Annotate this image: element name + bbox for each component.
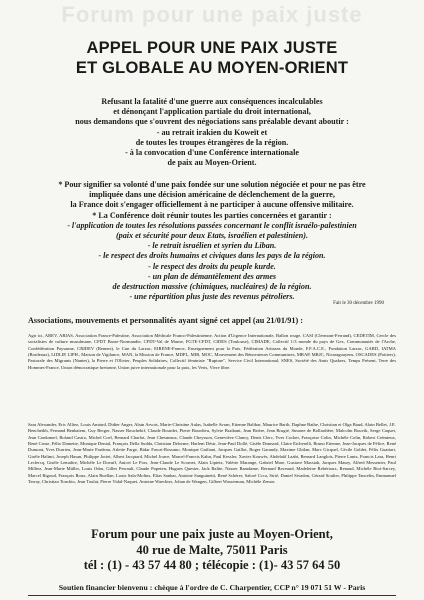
intro-line: Refusant la fatalité d'une guerre aux conséquences incalculables <box>101 97 323 106</box>
contact-block <box>0 527 424 574</box>
signatory-persons: Sara Alexander, Eric Alliez, Louis Amiard, Didier Anger, Alain Arvois, Marie-Christine Aulas, Isabelle Avran, Etienne Balibar, Maurice Barth, Daphne Bathe, Christian et Olga Baud, Alain Bellet, J.E. Bencheikh, Fernand Benhaïem, Guy Berger, Nasser Bouchekif, Claude Bourdet, Pierre Bourdieu, Sylvie Braibant, Jean Brière, Jean Brugié, Simone de Bollardière, Malcolm Bouvik, Serge Caquet, Jean Cardonnel, Roland Castro, Michel Coel, Bernard Charlot, Jean Chesneaux, Claude Cheysson, Geneviève Clancy, Denis Clerc, Yves Cochet, Françoise Colin, Michèle Colin, Robert Crémieux, René Cruse, Félix Damette, Monique Dental, François Della Sudda, Christian Delorme, Harlem Désir, Jean-Paul Dollé, Gisèle Donnard, Claire Etcherelli, Bruno Etienne, Jean-Jacques de Félice, René Dumont, Yves Durrieu, Jean-Marie Fardeau, Arlette Farge, Bidar Fawzi-Rossano, Monique Guiliani, Jacques Gaillot, Roger Garaudy, Maxime Ghilan, Marc Gicquel, Cécile Goldet, Félix Guattari, Gisèle Halimi, Joseph Hasan, Philippe Joriet, Albert Jacquard, Michel Jouve, Marcel-Francis Kahn, Paul Kessler, Xavier Kouwès, Abdelaâf Laabi, Bernard Langlois, Pierre Lantz, Francis Lara, Henri Leclercq, Gisèle Lemaître, Michèle Le Doeuff, Anicet Le Pors, Jean-Claude Le Scornet, Alain Lipietz, Valérie Marange, Gabriel Mare, Gustave Massiah, Jacques Maury, Alfred Messenier, Paul Milliez, Jean-Marie Müller, Louis Odru, Gilles Perrault, Claude Popeten, Hugues Quester, Jack Ralite, Nasser Ramdame, Bernard Raveaud, Madeleine Rebérioux, Renaud, Michèle Riot-Sarcey, Marcel Rigoud, François Roux, Alain Ruellan, Louis Sala-Molins, Elias Sanbar, Antoine Sanguinetti, René Schérer, Saloré Ccca, Sirié, Daniel Sivadon, Gérard Soulier, Philippe Tancelin, Emmanuel Terray, Christian Tonchio, Jean Toulat, Pierre Vidal-Naquet, Antoine Waechter, Johan de Wangen, Gilbert Wasserman, Michèle Zemor. <box>28 422 396 485</box>
demand-line: - l'application de toutes les résolutions passées concernant le conflit israélo-palestinien <box>67 220 357 230</box>
intro-line: - à la convocation d'une Conférence internationale <box>125 148 299 158</box>
demand-line: la France doit s'engager officiellement à ne participer à aucune offensive militaire. <box>70 200 354 210</box>
forum-address: 40 rue de Malte, 75011 Paris <box>136 542 288 557</box>
intro-line: - au retrait irakien du Koweït et <box>156 127 268 137</box>
footer-underline <box>28 595 396 596</box>
demand-line: - le retrait israélien et syrien du Liban. <box>147 241 277 251</box>
document-date: Fait le 30 décembre 1990 <box>333 301 384 306</box>
demand-line: - le respect des droits humains et civiques dans les pays de la région. <box>98 251 326 261</box>
signatory-organizations: Agir ici, AREV, ARIAS, Association France-Palestine, Association Médicale Franco-Palestinienne, Action d'Urgence Internationale, Ballon rouge, CASI (Clermont-Ferrand), CEDETIM, Cercle des socialistes de culture musulmane, CFDT Basse-Normandie, CFDT-Val de Marne, FGTE-CFDT, CIDES (Toulouse), CIMADE, Collectif 1/3 monde du pays de Gex, Communautés de l'Arche, Confédération Paysanne, CRIDEV (Rennes), le Cun du Larzac, EIRENE-France, Enseignement pour la Paix, Fédération Artisans du Monde, F.F.A.C.E., Fondation Larzac, GARD, IATMA (Bordeaux), LIDLIP, LIPH., Maison de Vigilance, MAN, la Mission de France, MDPL, MIR, MOC, Mouvement des Rénovateurs Communistes, MRAP, MRJC, Nicaraguayens, OSCADES (Poitiers), Pastorale des Migrants (Nantes), la Pierre et l'Olivier, Peuples Solidaires, Collectif féministe "Rupture", Service Civil International, SNES, Société des Amis Quakers, Temps Présent, Terre des Hommes-France, Union démocratique bretonne, Union juive internationale pour la paix, les Verts, Vivre libre. <box>28 333 396 370</box>
intro-paragraph <box>50 97 374 168</box>
title-line-2: ET GLOBALE AU MOYEN-ORIENT <box>75 59 349 77</box>
donation-note: Soutien financier bienvenu : chèque à l'ordre de C. Charpentier, CCP n° 19 071 51 W - Paris <box>58 583 366 592</box>
page-title <box>0 38 424 78</box>
demand-line: de destruction massive (chimiques, nucléaires) de la région. <box>112 282 312 292</box>
demand-line: * La Conférence doit réunir toutes les parties concernées et garantir : <box>92 210 332 220</box>
forum-phone: tél : (1) - 43 57 44 80 ; télécopie : (1)- 43 57 64 50 <box>83 558 341 572</box>
intro-line: de toutes les troupes étrangères de la région. <box>135 137 289 147</box>
demand-line: (paix et sécurité pour deux Etats, israélien et palestinien). <box>115 231 308 241</box>
forum-name: Forum pour une paix juste au Moyen-Orient, <box>91 527 333 541</box>
intro-line: et dénonçant l'application partiale du droit international, <box>113 107 311 117</box>
title-line-1: APPEL POUR UNE PAIX JUSTE <box>86 39 338 57</box>
bleed-through-header: Forum pour une paix juste <box>61 2 363 27</box>
demand-line: impliquée dans une décision américaine de déclenchement de la guerre, <box>89 190 335 200</box>
intro-line: de paix au Moyen-Orient. <box>167 158 257 168</box>
demands-section <box>28 180 396 302</box>
demand-line: - le respect des droits du peuple kurde. <box>148 261 276 271</box>
intro-line: nous demandons que s'ouvrent des négociations sans préalable devant aboutir : <box>75 117 349 127</box>
demand-line: - une répartition plus juste des revenus pétroliers. <box>129 292 295 302</box>
signatories-heading: Associations, mouvements et personnalités ayant signé cet appel (au 21/01/91) : <box>28 316 303 325</box>
demand-line: * Pour signifier sa volonté d'une paix fondée sur une solution négociée et pour ne pas être <box>58 180 366 189</box>
demand-line: - un plan de démantèlement des armes <box>147 271 277 281</box>
